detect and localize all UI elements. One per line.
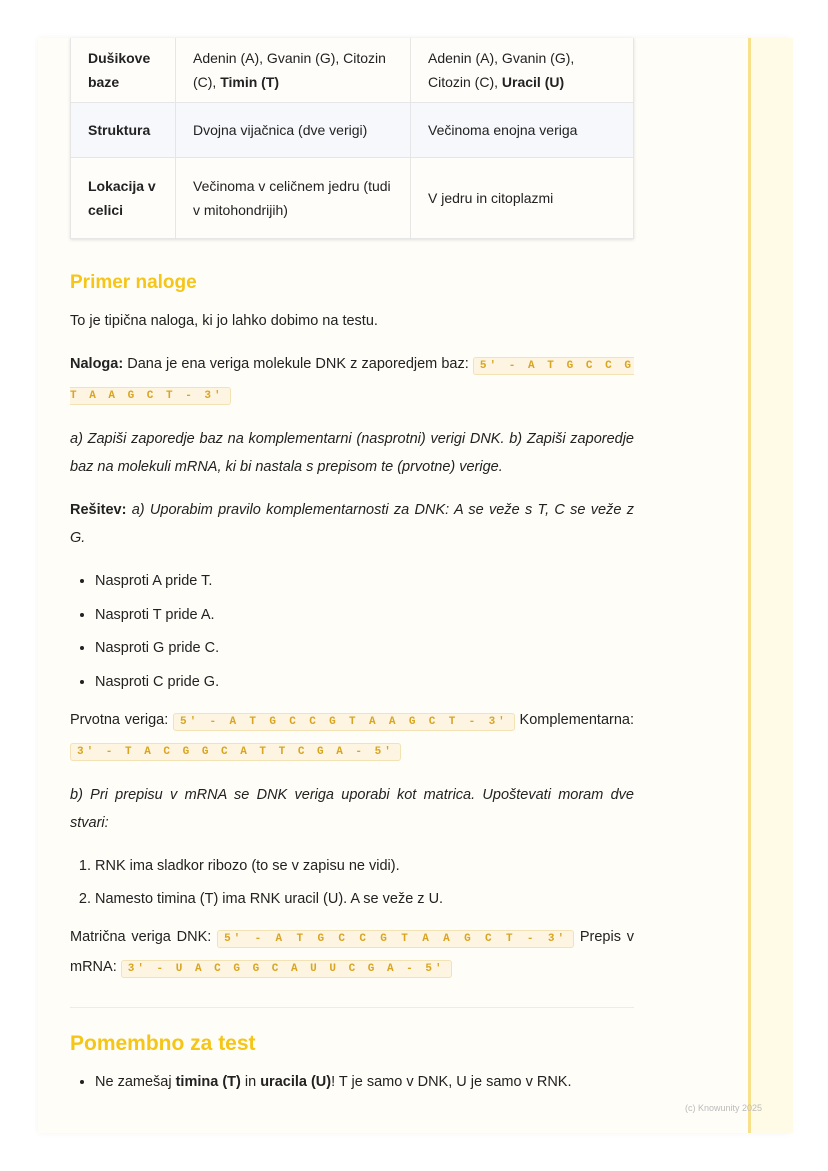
cell-bold: Timin (T) — [220, 74, 280, 90]
complement-paragraph — [70, 706, 634, 766]
cell-bold: Uracil (U) — [501, 74, 565, 90]
cell-text: Adenin (A), Gvanin (G), Citozin (C), — [193, 50, 386, 90]
sequence-code: 5' - A T G C C G T A A G C T - 3' — [217, 930, 574, 948]
important-list — [70, 1068, 634, 1096]
mrna-paragraph — [70, 923, 634, 983]
question-text — [70, 425, 634, 481]
sequence-code: 3' - T A C G G C A T T C G A - 5' — [70, 743, 401, 761]
task-text: Dana je ena veriga molekule DNK z zaporedjem baz: — [123, 356, 473, 372]
dna-rna-comparison-table — [70, 38, 634, 239]
list-item: • Nasproti T pride A. — [95, 601, 634, 629]
section-heading: Pomembno za test — [70, 1032, 256, 1055]
divider — [70, 1007, 634, 1008]
row-label: Struktura — [71, 103, 176, 158]
document-content — [70, 38, 634, 1106]
points-list — [70, 852, 634, 914]
task-label: Naloga: — [70, 356, 124, 372]
rna-cell — [411, 38, 634, 103]
row-label: Dušikove baze — [71, 38, 176, 103]
label: Matrična veriga DNK: — [70, 929, 218, 945]
copyright-footer: (c) Knowunity 2025 — [685, 1103, 763, 1113]
rna-cell: Večinoma enojna veriga — [411, 103, 634, 158]
task-paragraph — [70, 350, 634, 410]
label: Komplementarna: — [514, 711, 634, 728]
question: a) Zapiši zaporedje baz na komplementarni (nasprotni) verigi DNK. b) Zapiši zaporedje baz na molekuli mRNA, ki bi nastala s prepisom te (prvotne) verige. — [70, 431, 634, 475]
list-item: 1. RNK ima sladkor ribozo (to se v zapisu ne vidi). — [95, 852, 634, 880]
rna-cell: V jedru in citoplazmi — [411, 158, 634, 239]
text: ! T je samo v DNK, U je samo v RNK. — [331, 1074, 572, 1090]
cell-text: Adenin (A), Gvanin (G), Citozin (C), — [428, 50, 575, 90]
part-b: b) Pri prepisu v mRNA se DNK veriga uporabi kot matrica. Upoštevati moram dve stvari: — [70, 786, 634, 831]
dna-cell: Dvojna vijačnica (dve verigi) — [176, 103, 411, 158]
list-item: • Nasproti C pride G. — [95, 668, 634, 696]
label: Prepis v mRNA: — [70, 929, 634, 975]
pairing-list — [70, 567, 634, 696]
row-label: Lokacija v celici — [71, 158, 176, 239]
sequence-code: 5' - A T G C C G T A A G C T - 3' — [173, 713, 515, 731]
list-item: • Nasproti G pride C. — [95, 634, 634, 662]
table-row — [71, 103, 634, 158]
list-item: • Nasproti A pride T. — [95, 567, 634, 595]
part-b-text — [70, 781, 634, 837]
text: Ne zamešaj — [95, 1074, 176, 1090]
solution-label: Rešitev: — [70, 502, 127, 518]
sequence-code: 3' - U A C G G C A U U C G A - 5' — [121, 960, 452, 978]
section-heading: Primer naloge — [70, 272, 197, 293]
bold: uracila (U) — [260, 1074, 332, 1090]
solution-paragraph — [70, 496, 634, 552]
bold: timina (T) — [175, 1074, 241, 1090]
label: Prvotna veriga: — [70, 711, 174, 728]
solution-text: a) Uporabim pravilo komplementarnosti za DNK: A se veže s T, C se veže z G. — [70, 502, 634, 546]
sequence-code: 5' - A T G C C G T A A G C T - 3' — [70, 357, 634, 405]
table-row — [71, 158, 634, 239]
dna-cell — [176, 38, 411, 103]
dna-cell: Večinoma v celičnem jedru (tudi v mitohondrijih) — [176, 158, 411, 239]
list-item: 2. Namesto timina (T) ima RNK uracil (U). A se veže z U. — [95, 885, 634, 913]
text: in — [240, 1074, 261, 1090]
side-margin — [748, 38, 793, 1133]
table-row — [71, 38, 634, 103]
intro-text: To je tipična naloga, ki jo lahko dobimo na testu. — [70, 313, 378, 329]
list-item — [95, 1068, 634, 1096]
